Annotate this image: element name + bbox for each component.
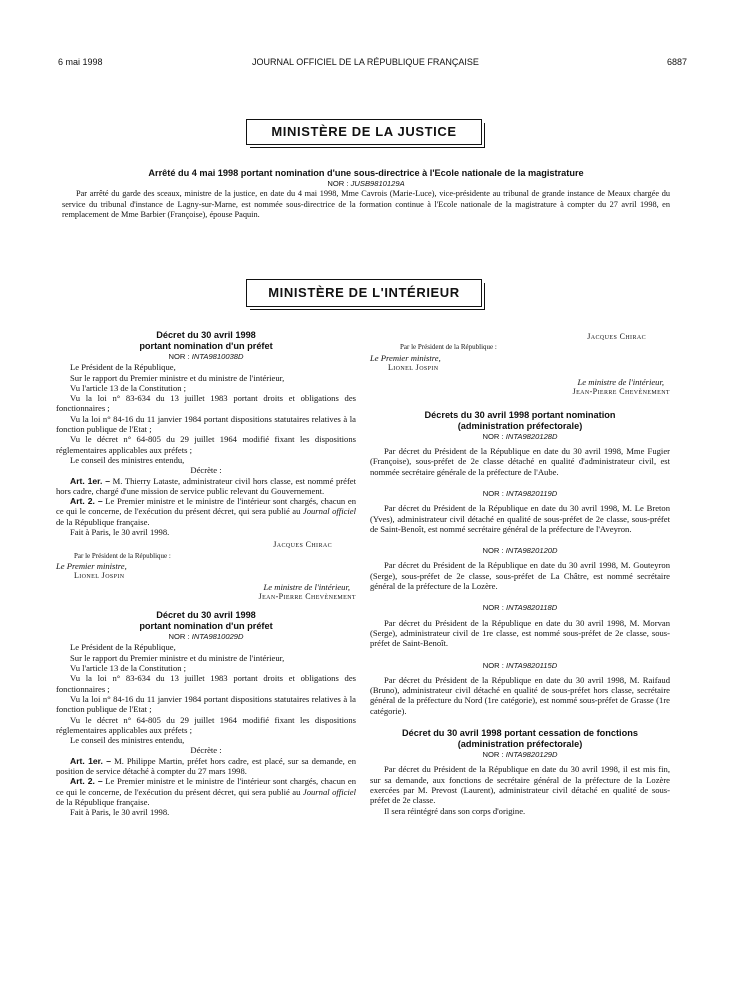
pref-item-2-nor: NOR : INTA9820119D — [482, 488, 558, 498]
header-page-number: 6887 — [666, 57, 687, 67]
decree1-art1: Art. 1er. – M. Thierry Lataste, administrateur civil hors classe, est nommé préfet hors cadre, chargé d'une mission de service public relevant du Gouvernement. — [56, 475, 357, 496]
decree1-p7: Le conseil des ministres entendu, — [70, 454, 185, 465]
decrees-pref-title: Décrets du 30 avril 1998 portant nomination (administration préfectorale) — [424, 409, 616, 431]
decree2-nor: NOR : INTA9810029D — [168, 632, 244, 642]
right-column — [370, 332, 670, 816]
cessation-title: Décret du 30 avril 1998 portant cessation de fonctions (administration préfectorale) — [402, 728, 638, 750]
ministry-justice-box — [246, 119, 482, 145]
left-column — [56, 330, 356, 817]
decree1-nor: NOR : INTA9810038D — [168, 352, 244, 361]
decree1-sig-president: Jacques Chirac — [273, 540, 332, 550]
decree1-p2: Sur le rapport du Premier ministre et du ministre de l'intérieur, — [70, 372, 285, 383]
decree1-pm-name: Lionel Jospin — [74, 571, 125, 581]
decree1-min-name: Jean-Pierre Chevènement — [258, 591, 356, 601]
decree1-p3: Vu l'article 13 de la Constitution ; — [70, 382, 187, 393]
right-min-name: Jean-Pierre Chevènement — [572, 387, 670, 397]
justice-section — [62, 168, 670, 220]
decree1-decrete: Décrète : — [190, 465, 222, 476]
justice-arrete-title: Arrêté du 4 mai 1998 portant nomination d'une sous-directrice à l'Ecole nationale de la magistrature — [148, 168, 584, 178]
pref-item-4-text: Par décret du Président de la République en date du 30 avril 1998, M. Morvan (Serge), administrateur civil de 1re classe, est nommé sous-préfet de 2e classe, sous-préfet de Saint-Benoît. — [370, 617, 670, 649]
decree2-title: Décret du 30 avril 1998 portant nomination d'un préfet — [139, 610, 273, 632]
pref-item-3-text: Par décret du Président de la République en date du 30 avril 1998, M. Gouteyron (Serge), sous-préfet de 2e classe, sous-préfet de La Châtre, est nommé secrétaire général de la préfecture de la Lozère. — [370, 560, 670, 592]
decree1-p6: Vu le décret n° 64-805 du 29 juillet 1964 modifié fixant les dispositions réglementaires applicables aux préfets ; — [56, 434, 356, 455]
decree1-par-le-president: Par le Président de la République : — [74, 551, 171, 560]
decree2-p5: Vu la loi n° 84-16 du 11 janvier 1984 portant dispositions statutaires relatives à la fonction publique de l'Etat ; — [56, 693, 356, 715]
decree1-title: Décret du 30 avril 1998 portant nomination d'un préfet — [139, 330, 273, 351]
decree2-p1: Le Président de la République, — [70, 642, 176, 653]
right-pm-name: Lionel Jospin — [388, 362, 439, 372]
pref-item-5-text: Par décret du Président de la République en date du 30 avril 1998, M. Raifaud (Bruno), administrateur civil détaché en qualité de sous-préfet hors classe, secrétaire général de la préfecture du Nord (1re catégorie), est nommé sous-préfet de Grasse (1re catégorie). — [370, 674, 670, 716]
pref-item-2-text: Par décret du Président de la République en date du 30 avril 1998, M. Le Breton (Yves), administrateur civil détaché en qualité de sous-préfet de 2e classe, sous-préfet de Saint-Benoît, est nommé secrétaire général de la préfecture de l'Aveyron. — [370, 503, 670, 534]
decree2-p7: Le conseil des ministres entendu, — [70, 735, 185, 746]
pref-item-5-nor: NOR : INTA9820115D — [482, 660, 558, 670]
right-par-le-president: Par le Président de la République : — [400, 343, 497, 352]
ministry-justice-title: MINISTÈRE DE LA JUSTICE — [271, 124, 457, 139]
decree1-min-title: Le ministre de l'intérieur, — [263, 581, 350, 592]
decree2-p4: Vu la loi n° 83-634 du 13 juillet 1983 portant droits et obligations des fonctionnaires ; — [56, 673, 356, 694]
header-journal: JOURNAL OFFICIEL DE LA RÉPUBLIQUE FRANÇAISE — [252, 57, 479, 67]
decree1-p1: Le Président de la République, — [70, 362, 176, 373]
decree2-p2: Sur le rapport du Premier ministre et du ministre de l'intérieur, — [70, 652, 285, 663]
right-sig-president: Jacques Chirac — [587, 332, 646, 341]
pref-item-1-text: Par décret du Président de la République en date du 30 avril 1998, Mme Fugier (Françoise), sous-préfet de 2e classe détaché en qualité d'administrateur civil, est nommée secrétaire générale de la préfecture de l'Aube. — [370, 446, 670, 477]
decree2-art2: Art. 2. – Le Premier ministre et le ministre de l'intérieur sont chargés, chacun en ce qui le concerne, de l'exécution du présent décret, qui sera publié au Journal officiel de la République française. — [56, 776, 356, 807]
pref-item-1-nor: NOR : INTA9820128D — [482, 431, 558, 441]
decree2-decrete: Décrète : — [190, 745, 222, 756]
decree1-p4: Vu la loi n° 83-634 du 13 juillet 1983 portant droits et obligations des fonctionnaires ; — [56, 393, 356, 414]
ministry-interieur-box — [246, 279, 482, 307]
decree1-fait: Fait à Paris, le 30 avril 1998. — [70, 527, 170, 538]
decree1-pm-title: Le Premier ministre, — [56, 560, 127, 571]
decree1-p5: Vu la loi n° 84-16 du 11 janvier 1984 portant dispositions statutaires relatives à la fonction publique de l'Etat ; — [56, 413, 356, 435]
pref-item-4-nor: NOR : INTA9820118D — [482, 603, 558, 613]
header-date: 6 mai 1998 — [58, 57, 103, 67]
decree2-fait: Fait à Paris, le 30 avril 1998. — [70, 807, 170, 818]
right-min-title: Le ministre de l'intérieur, — [577, 377, 664, 388]
decree2-p3: Vu l'article 13 de la Constitution ; — [70, 663, 187, 674]
ministry-interieur-title: MINISTÈRE DE L'INTÉRIEUR — [268, 285, 460, 300]
cessation-text2: Il sera réintégré dans son corps d'origine. — [384, 805, 526, 816]
decree2-p6: Vu le décret n° 64-805 du 29 juillet 1964 modifié fixant les dispositions réglementaires applicables aux préfets ; — [56, 714, 356, 735]
justice-nor: NOR : JUSB9810129A — [327, 179, 405, 188]
cessation-text: Par décret du Président de la République en date du 30 avril 1998, il est mis fin, sur sa demande, aux fonctions de secrétaire général de la préfecture de la Lozère exercées par M. Prevost (Laurent), administrateur civil détaché en qualité de sous-préfet de 2e classe. — [370, 764, 670, 806]
justice-body: Par arrêté du garde des sceaux, ministre de la justice, en date du 4 mai 1998, Mme Cavrois (Marie-Luce), vice-présidente au tribunal de grande instance de Meaux chargée du service du tribunal d'instance de Lagny-sur-Marne, est nommée sous-directrice de la formation continue à l'Ecole nationale de la magistrature à compter du 27 avril 1998, en remplacement de Mme Barbier (Françoise), épouse Paquin. — [62, 189, 670, 219]
right-pm-title: Le Premier ministre, — [370, 352, 441, 363]
decree1-art2: Art. 2. – Le Premier ministre et le ministre de l'intérieur sont chargés, chacun en ce qui le concerne, de l'exécution du présent décret, qui sera publié au Journal officiel de la République française. — [56, 496, 356, 527]
pref-item-3-nor: NOR : INTA9820120D — [482, 546, 558, 556]
decree2-art1: Art. 1er. – M. Philippe Martin, préfet hors cadre, est placé, sur sa demande, en position de service détaché à compter du 27 mars 1998. — [56, 755, 356, 776]
cessation-nor: NOR : INTA9820129D — [482, 750, 558, 760]
